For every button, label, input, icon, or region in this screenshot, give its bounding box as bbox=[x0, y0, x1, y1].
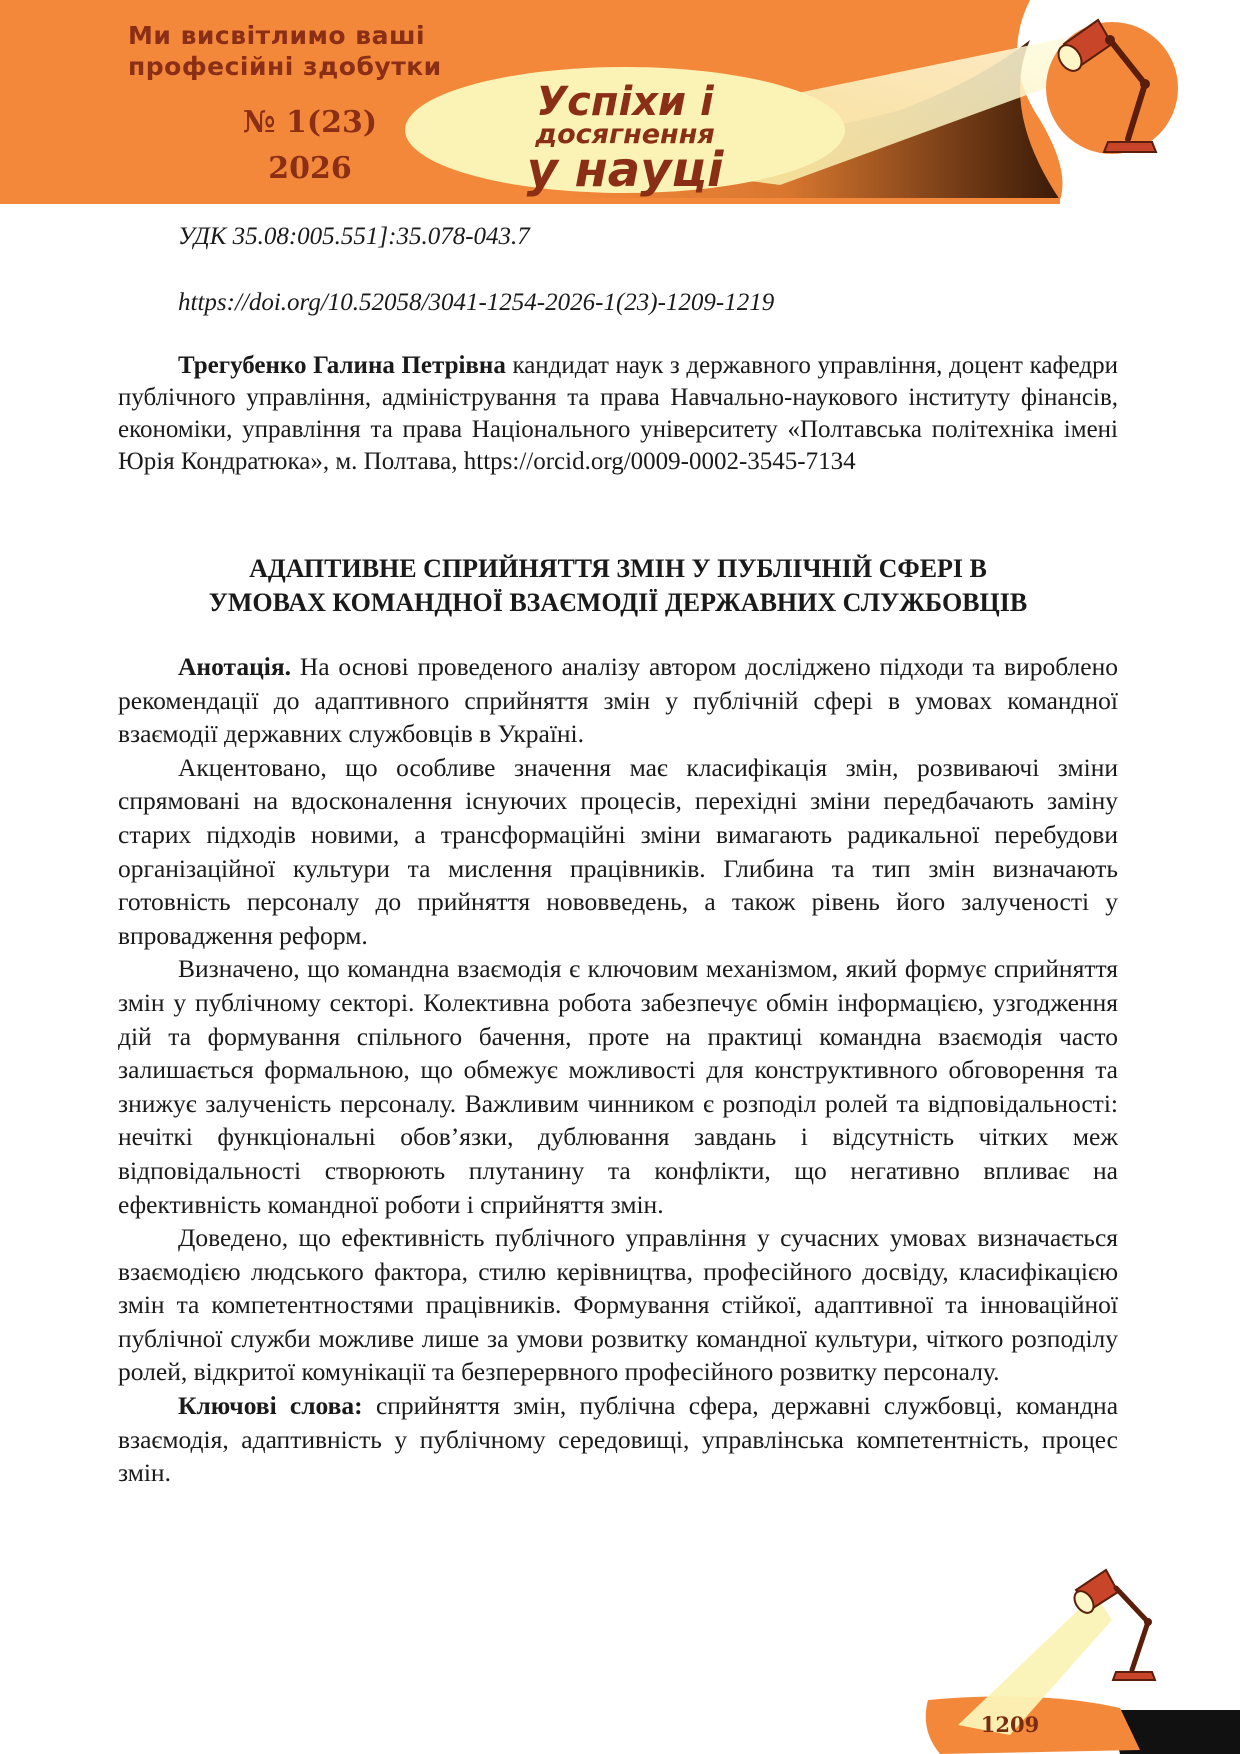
abstract-intro: На основі проведеного аналізу автором досліджено підходи та вироблено рекомендації до адаптивного сприйняття змін у публічній сфері в умовах командної взаємодії державних службовців в Україні. bbox=[118, 652, 1118, 749]
logo-line-1: Успіхи і bbox=[536, 79, 714, 125]
abstract-label: Анотація. bbox=[178, 652, 292, 681]
author-details: кандидат наук з державного управління, доцент кафедри публічного управління, адміністрування та права Навчально-наукового інституту фінансів, економіки, управління та права Національного університету «Полтавська політехніка імені Юрія Кондратюка», м. Полтава, https://orcid.org/0009-0002-3545-7134 bbox=[118, 352, 1119, 475]
journal-banner bbox=[0, 0, 1240, 210]
title-line-1: АДАПТИВНЕ СПРИЙНЯТТЯ ЗМІН У ПУБЛІЧНІЙ СФЕРІ В bbox=[249, 554, 987, 583]
page-number: 1209 bbox=[980, 1712, 1040, 1737]
abstract-paragraph-4: Доведено, що ефективність публічного управління у сучасних умовах визначається взаємодією людського фактора, стилю керівництва, професійного досвіду, класифікацією змін та компетентностями працівників. Формування стійкої, адаптивної та інноваційної публічної служби можливе лише за умови розвитку командної культури, чіткого розподілу ролей, відкритої комунікації та безперервного професійного розвитку персоналу. bbox=[118, 1223, 1118, 1387]
logo-line-3: у науці bbox=[526, 142, 724, 198]
abstract-paragraph-3: Визначено, що командна взаємодія є ключовим механізмом, який формує сприйняття змін у публічному секторі. Колективна робота забезпечує обмін інформацією, узгодження дій та формування спільного бачення, проте на практиці командна взаємодія часто залишається формальною, що обмежує можливості для конструктивного обговорення та знижує залученість персоналу. Важливим чинником є розподіл ролей та відповідальності: нечіткі функціональні обов’язки, дублювання завдань і відсутність чітких меж відповідальності створюють плутанину та конфлікти, що негативно впливає на ефективність командної роботи і сприйняття змін. bbox=[118, 954, 1118, 1219]
lamp-icon bbox=[1050, 14, 1180, 164]
author-block bbox=[118, 350, 1118, 478]
doi-link[interactable]: https://doi.org/10.52058/3041-1254-2026-1(23)-1209-1219 bbox=[178, 289, 775, 316]
journal-slogan bbox=[128, 20, 508, 82]
title-line-2: УМОВАХ КОМАНДНОЇ ВЗАЄМОДІЇ ДЕРЖАВНИХ СЛУЖБОВЦІВ bbox=[208, 588, 1028, 617]
keywords-paragraph bbox=[118, 1389, 1118, 1490]
logo-line-2: досягнення bbox=[535, 119, 715, 150]
issue-number: № 1(23) bbox=[242, 105, 378, 140]
keywords-label: Ключові слова: bbox=[178, 1391, 363, 1421]
author-name: Трегубенко Галина Петрівна bbox=[178, 352, 506, 379]
slogan-line-1: Ми висвітлимо ваші bbox=[128, 21, 426, 50]
footer-decoration bbox=[880, 1560, 1240, 1754]
udc-code: УДК 35.08:005.551]:35.078-043.7 bbox=[178, 223, 530, 250]
journal-logo bbox=[490, 79, 760, 198]
keywords-list: сприйняття змін, публічна сфера, державні службовці, командна взаємодія, адаптивність у публічному середовищі, управлінська компетентність, процес змін. bbox=[118, 1391, 1119, 1488]
abstract bbox=[118, 650, 1118, 1490]
abstract-paragraph-1 bbox=[118, 650, 1118, 751]
article-title bbox=[118, 552, 1118, 620]
abstract-paragraph-2: Акцентовано, що особливе значення має класифікація змін, розвиваючі зміни спрямовані на вдосконалення існуючих процесів, перехідні зміни передбачають заміну старих підходів новими, а трансформаційні зміни вимагають радикальної перебудови організаційної культури та мислення працівників. Глибина та тип змін визначають готовність персоналу до прийняття нововведень, а також рівень його залученості у впровадження реформ. bbox=[118, 752, 1118, 950]
issue-info bbox=[230, 100, 390, 192]
issue-year: 2026 bbox=[268, 151, 352, 186]
slogan-line-2: професійні здобутки bbox=[128, 52, 442, 81]
